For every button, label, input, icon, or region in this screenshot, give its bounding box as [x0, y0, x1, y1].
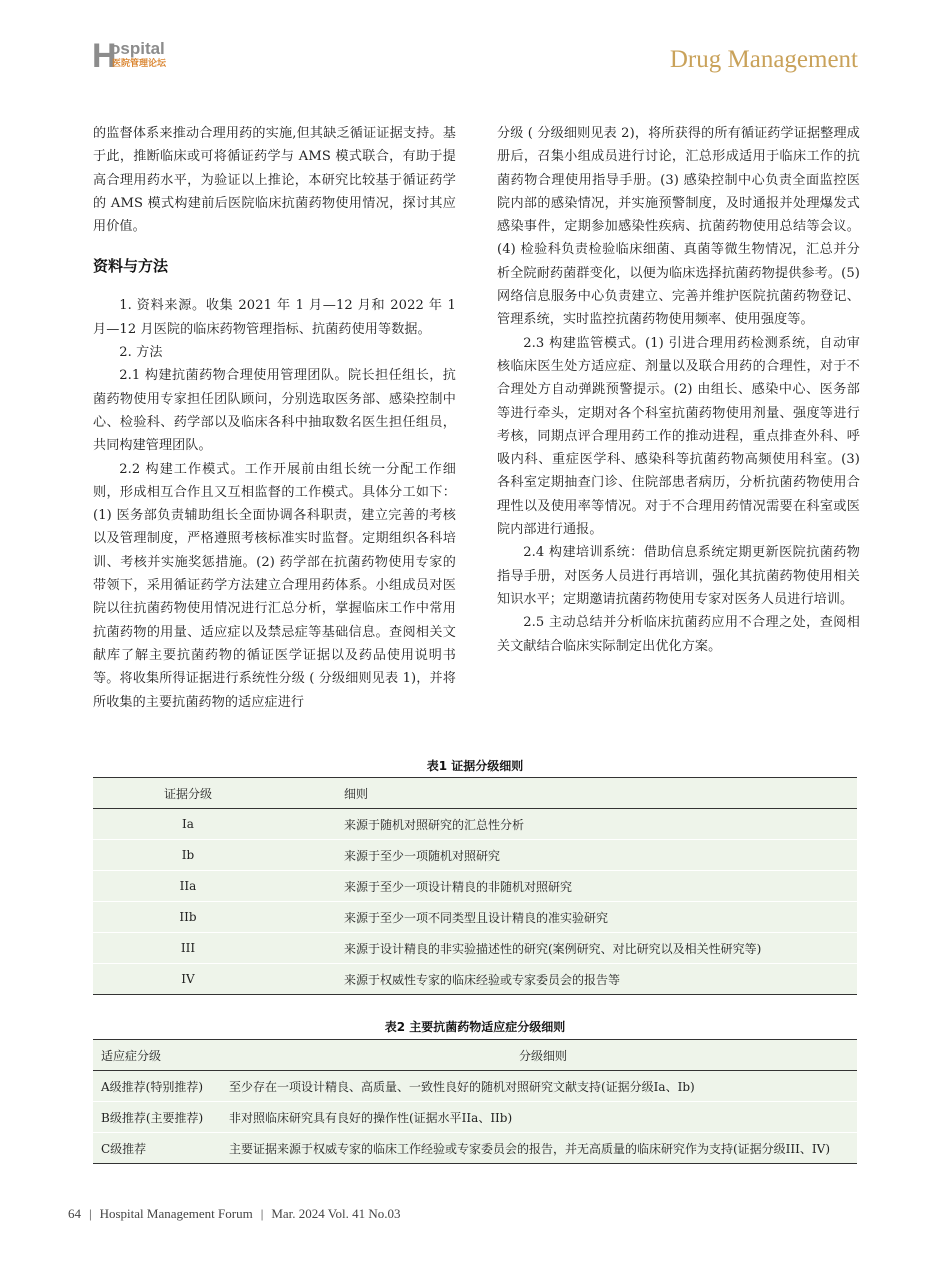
table-cell: 来源于随机对照研究的汇总性分析 — [344, 817, 525, 832]
section-title: Drug Management — [669, 46, 858, 73]
table-cell: A级推荐(特别推荐) — [101, 1079, 204, 1094]
table-row — [93, 1133, 857, 1164]
methods-heading: 资料与方法 — [93, 257, 169, 276]
paragraph-summary: 2.5 主动总结并分析临床抗菌药应用不合理之处，查阅相关文献结合临床实际制定出优化方案。 — [497, 615, 860, 654]
table-cell: Ia — [182, 817, 194, 831]
table-header-cell: 证据分级 — [163, 786, 212, 801]
table-row — [93, 933, 857, 964]
table-header-cell: 细则 — [344, 786, 369, 801]
paragraph-methods: 2. 方法 — [119, 345, 163, 361]
table-header-cell: 分级细则 — [518, 1048, 567, 1063]
table-cell: Ib — [181, 848, 195, 862]
table-cell: 来源于至少一项设计精良的非随机对照研究 — [344, 879, 573, 894]
table1-title: 表1 证据分级细则 — [426, 759, 524, 773]
table-cell: III — [180, 941, 196, 955]
table-header-cell: 适应症分级 — [101, 1048, 162, 1063]
table-row — [93, 809, 857, 840]
table-cell: 来源于至少一项不同类型且设计精良的准实验研究 — [344, 910, 609, 925]
table2-title: 表2 主要抗菌药物适应症分级细则 — [384, 1020, 566, 1034]
table-row — [93, 1071, 857, 1102]
intro-paragraph: 的监督体系来推动合理用药的实施,但其缺乏循证证据支持。基于此，推断临床或可将循证药学与 AMS 模式联合，有助于提高合理用药水平，为验证以上推论，本研究比较基于循证药学的 AMS 模式构建前后医院临床抗菌药物使用情况，探讨其应用价值。 — [93, 126, 456, 235]
table-cell: 来源于至少一项随机对照研究 — [344, 848, 501, 863]
table-cell: IIa — [179, 879, 197, 893]
table-cell: IV — [181, 972, 195, 986]
table-row — [93, 871, 857, 902]
table-cell: B级推荐(主要推荐) — [101, 1110, 204, 1125]
table-header-row — [93, 778, 857, 809]
logo-word: ospital — [110, 39, 165, 58]
table-cell: C级推荐 — [101, 1141, 147, 1156]
paragraph-grading-continued: 分级 ( 分级细则见表 2)，将所获得的所有循证药学证据整理成册后，召集小组成员进行讨论，汇总形成适用于临床工作的抗菌药物合理使用指导手册。(3) 感染控制中心负责全面监控医院内部的感染情况，并实施预警制度，及时通报并处理爆发式感染事件，定期参加感染性疾病、抗菌药物使用总结等会议。(4) 检验科负责检验临床细菌、真菌等微生物情况，汇总并分析全院耐药菌群变化，以便为临床选择抗菌药物提供参考。(5) 网络信息服务中心负责建立、完善并维护医院抗菌药物登记、管理系统，实时监控抗菌药物使用频率、使用强度等。 — [497, 126, 860, 328]
table-row — [93, 964, 857, 995]
paragraph-data-source: 1. 资料来源。收集 2021 年 1 月—12 月和 2022 年 1 月—12 月医院的临床药物管理指标、抗菌药使用等数据。 — [93, 298, 456, 337]
table-cell: 主要证据来源于权威专家的临床工作经验或专家委员会的报告，并无高质量的临床研究作为支持(证据分级III、IV) — [229, 1141, 830, 1156]
left-column — [93, 122, 456, 714]
paragraph-team: 2.1 构建抗菌药物合理使用管理团队。院长担任组长，抗菌药物使用专家担任团队顾问，分别选取医务部、感染控制中心、检验科、药学部以及临床各科中抽取数名医生担任组员，共同构建管理团队。 — [93, 368, 456, 454]
paragraph-work-mode: 2.2 构建工作模式。工作开展前由组长统一分配工作细则，形成相互合作且又互相监督的工作模式。具体分工如下：(1) 医务部负责辅助组长全面协调各科职责，建立完善的考核以及管理制度，严格遵照考核标准实时监督。定期组织各科培训、考核并实施奖惩措施。(2) 药学部在抗菌药物使用专家的带领下，采用循证药学方法建立合理用药体系。小组成员对医院以往抗菌药物使用情况进行汇总分析，掌握临床工作中常用抗菌药物的用量、适应症以及禁忌症等基础信息。查阅相关文献库了解主要抗菌药物的循证医学证据以及药品使用说明书等。将收集所得证据进行系统性分级 ( 分级细则见表 1)，并将所收集的主要抗菌药物的适应症进行 — [93, 461, 456, 710]
table-header-row — [93, 1040, 857, 1071]
table-row — [93, 840, 857, 871]
evidence-grading-table — [93, 777, 857, 995]
journal-name: Hospital Management Forum — [99, 1206, 253, 1221]
table-cell: 非对照临床研究具有良好的操作性(证据水平IIa、IIb) — [229, 1110, 513, 1125]
table-cell: 来源于权威性专家的临床经验或专家委员会的报告等 — [344, 972, 621, 987]
page-footer: 64 | Hospital Management Forum | Mar. 2024 Vol. 41 No.03 — [68, 1206, 401, 1221]
logo-letter: H — [92, 37, 117, 75]
table-cell: 至少存在一项设计精良、高质量、一致性良好的随机对照研究文献支持(证据分级Ia、Ib) — [229, 1079, 695, 1094]
logo-chinese-name: 医院管理论坛 — [112, 59, 167, 69]
table-row — [93, 902, 857, 933]
indication-grading-table — [93, 1039, 857, 1164]
page-number: 64 — [68, 1206, 81, 1221]
table-cell: 来源于设计精良的非实验描述性的研究(案例研究、对比研究以及相关性研究等) — [344, 941, 762, 956]
table-cell: IIb — [179, 910, 197, 924]
right-column — [497, 122, 860, 658]
paragraph-training: 2.4 构建培训系统：借助信息系统定期更新医院抗菌药物指导手册，对医务人员进行再培训，强化其抗菌药物使用相关知识水平；定期邀请抗菌药物使用专家对医务人员进行培训。 — [497, 545, 860, 607]
table-row — [93, 1102, 857, 1133]
issue-info: Mar. 2024 Vol. 41 No.03 — [271, 1206, 401, 1221]
paragraph-supervision: 2.3 构建监管模式。(1) 引进合理用药检测系统，自动审核临床医生处方适应症、剂量以及联合用药的合理性，对于不合理处方自动弹跳预警提示。(2) 由组长、感染中心、医务部等进行牵头，定期对各个科室抗菌药物使用剂量、强度等进行考核，同期点评合理用药工作的推动进程，重点排查外科、呼吸内科、重症医学科、感染科等抗菌药物高频使用科室。(3) 各科室定期抽查门诊、住院部患者病历，分析抗菌药物使用合理性以及使用率等情况。对于不合理用药情况需要在科室或医院内部进行通报。 — [497, 335, 860, 538]
